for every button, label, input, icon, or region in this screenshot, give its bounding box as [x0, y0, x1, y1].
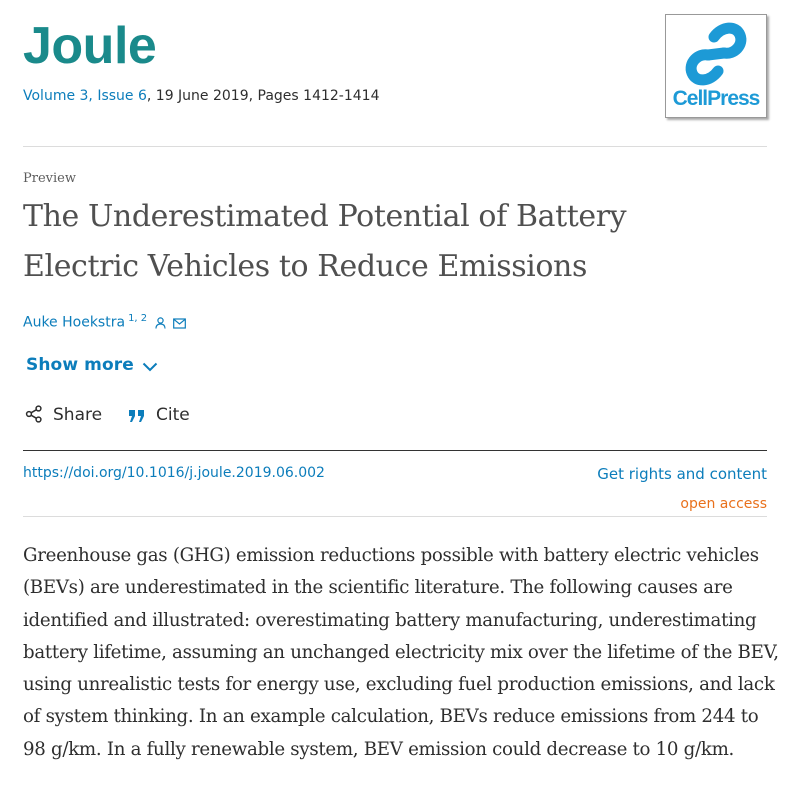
volume-issue-link[interactable]: Volume 3, Issue 6 — [23, 88, 147, 104]
actions-divider — [23, 450, 767, 451]
article-type: Preview — [23, 171, 76, 186]
share-label: Share — [53, 405, 103, 425]
person-icon — [155, 317, 166, 333]
publisher-logo[interactable] — [665, 14, 767, 118]
publisher-logo-text: CellPress — [672, 87, 760, 110]
open-access-badge: open access — [680, 496, 767, 512]
cite-label: Cite — [156, 405, 190, 425]
author-name[interactable]: Auke Hoekstra — [23, 314, 126, 331]
abstract-divider — [23, 516, 767, 517]
doi-link[interactable]: https://doi.org/10.1016/j.joule.2019.06.002 — [23, 465, 325, 481]
cite-button[interactable] — [128, 405, 190, 425]
share-icon — [25, 405, 43, 423]
show-more-button[interactable] — [26, 355, 158, 375]
share-button[interactable] — [25, 405, 102, 425]
author-line[interactable] — [23, 313, 186, 333]
show-more-label: Show more — [26, 355, 134, 375]
abstract-text: Greenhouse gas (GHG) emission reductions possible with battery electric vehicles (BEVs) are underestimated in the scientific literature. The following causes are identified and illustrated: overestimating battery manufacturing, underestimating battery lifetime, assuming an unchanged electricity mix over the lifetime of the BEV, using unrealistic tests for energy use, excluding fuel production emissions, and lack of system thinking. In an example calculation, BEVs reduce emissions from 244 to 98 g/km. In a fully renewable system, BEV emission could decrease to 10 g/km. — [23, 545, 779, 760]
journal-title[interactable]: Joule — [23, 17, 157, 75]
author-affiliation-sup: 1, 2 — [128, 313, 148, 324]
rights-link[interactable]: Get rights and content — [597, 465, 767, 483]
chevron-down-icon — [142, 361, 158, 373]
envelope-icon[interactable] — [173, 317, 186, 333]
article-title: The Underestimated Potential of Battery Electric Vehicles to Reduce Emissions — [23, 199, 627, 284]
quote-icon — [128, 409, 146, 423]
volume-date-pages: , 19 June 2019, Pages 1412-1414 — [146, 88, 380, 104]
header-divider — [23, 146, 767, 147]
cellpress-logo-icon — [684, 21, 748, 87]
volume-info — [23, 86, 379, 106]
